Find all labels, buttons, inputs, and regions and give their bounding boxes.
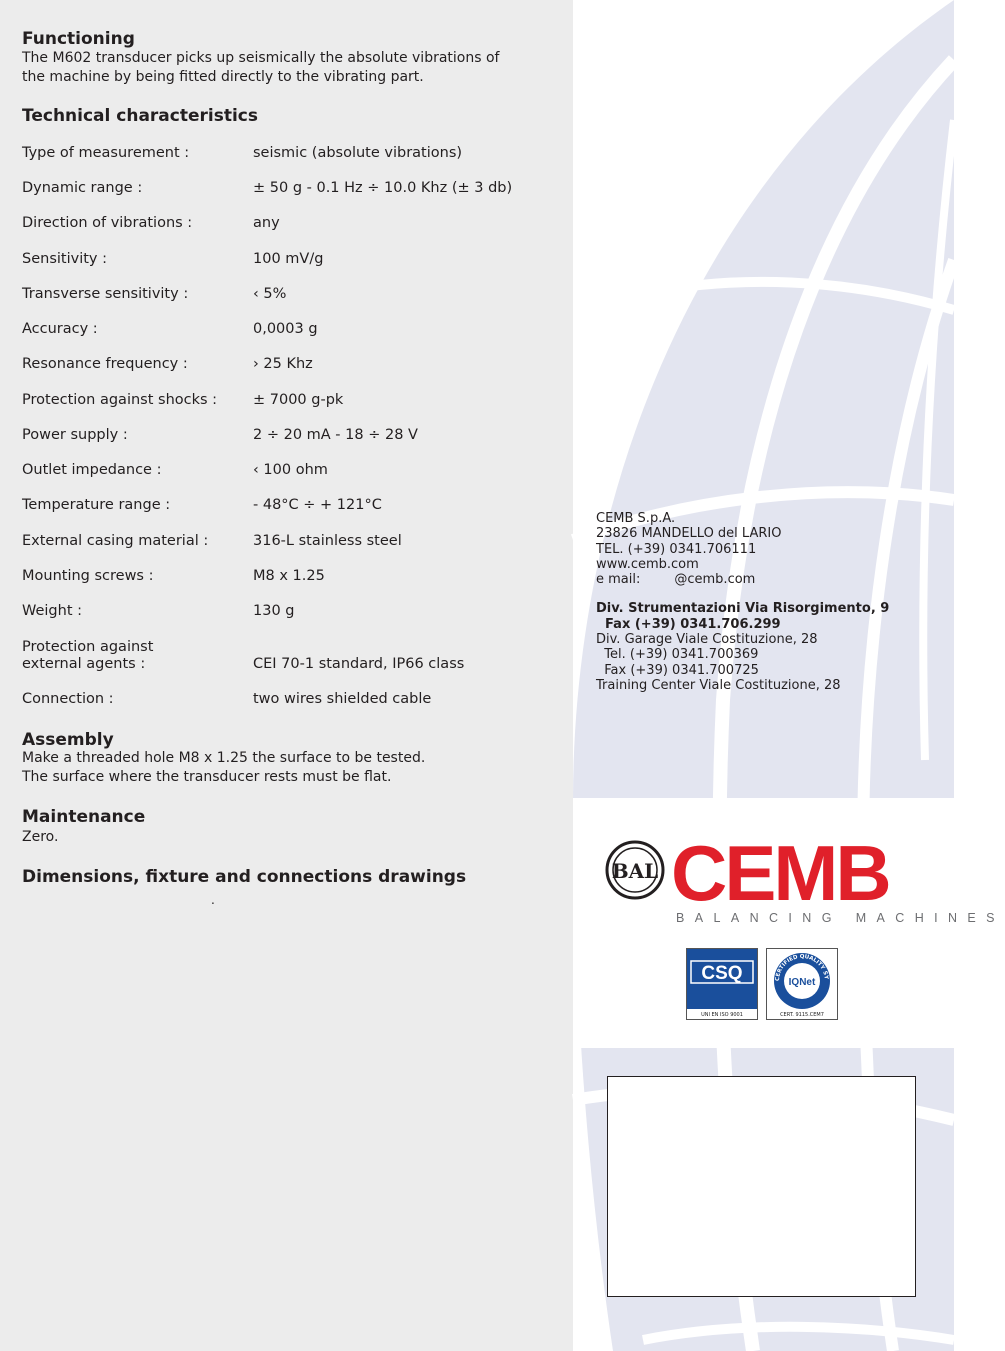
spec-row <box>22 462 562 479</box>
assembly-line: Make a threaded hole M8 x 1.25 the surface to be tested. <box>22 750 426 766</box>
division-garage-fax: Fax (+39) 0341.700725 <box>596 662 759 678</box>
spec-row <box>22 392 562 409</box>
assembly-heading: Assembly <box>22 730 114 750</box>
spec-label: Temperature range : <box>22 497 171 513</box>
svg-text:BAL: BAL <box>611 859 659 883</box>
spec-row <box>22 356 562 373</box>
spec-value: - 48°C ÷ + 121°C <box>253 497 382 513</box>
functioning-line: The M602 transducer picks up seismically the absolute vibrations of <box>22 50 500 66</box>
functioning-line: the machine by being fitted directly to the vibrating part. <box>22 69 424 85</box>
drawing-placeholder-dot: . <box>211 893 215 907</box>
company-web-link[interactable]: www.cemb.com <box>596 556 699 572</box>
iqnet-logo-icon <box>767 949 837 1011</box>
spec-label: Direction of vibrations : <box>22 215 193 231</box>
spec-value: CEI 70-1 standard, IP66 class <box>253 656 465 672</box>
cemb-logo: CEMB <box>671 829 889 917</box>
functioning-heading: Functioning <box>22 29 135 49</box>
spec-value: any <box>253 215 280 231</box>
dealer-stamp-box <box>607 1076 916 1297</box>
spec-row <box>22 568 562 585</box>
spec-label: Power supply : <box>22 427 128 443</box>
spec-label: Resonance frequency : <box>22 356 188 372</box>
spec-value: 2 ÷ 20 mA - 18 ÷ 28 V <box>253 427 418 443</box>
spec-label: Mounting screws : <box>22 568 154 584</box>
spec-value: 316-L stainless steel <box>253 533 402 549</box>
email-label: e mail: <box>596 572 641 588</box>
svg-text:IQNet: IQNet <box>788 977 816 988</box>
csq-caption: UNI EN ISO 9001 <box>701 1012 743 1018</box>
spec-label: External casing material : <box>22 533 209 549</box>
spec-row <box>22 215 562 232</box>
company-address: 23826 MANDELLO del LARIO <box>596 526 782 542</box>
spec-label: Protection against external agents : <box>22 639 154 672</box>
spec-value: 130 g <box>253 603 295 619</box>
training-center: Training Center Viale Costituzione, 28 <box>596 677 841 693</box>
csq-logo-icon <box>687 949 757 1009</box>
spec-label: Accuracy : <box>22 321 98 337</box>
spec-value: 0,0003 g <box>253 321 318 337</box>
spec-label: Weight : <box>22 603 83 619</box>
iqnet-certification-badge <box>766 948 838 1020</box>
spec-row <box>22 286 562 303</box>
spec-label: Transverse sensitivity : <box>22 286 189 302</box>
spec-label: Outlet impedance : <box>22 462 162 478</box>
spec-row <box>22 145 562 162</box>
spec-value: ‹ 100 ohm <box>253 462 328 478</box>
spec-row <box>22 639 562 673</box>
spec-label: Connection : <box>22 691 114 707</box>
spec-label: Protection against shocks : <box>22 392 218 408</box>
spec-value: ‹ 5% <box>253 286 287 302</box>
spec-label: Type of measurement : <box>22 145 190 161</box>
spec-row <box>22 180 562 197</box>
spec-label: Dynamic range : <box>22 180 143 196</box>
spec-value: ± 7000 g-pk <box>253 392 344 408</box>
svg-text:CSQ: CSQ <box>701 963 743 984</box>
company-tel: TEL. (+39) 0341.706111 <box>596 541 757 557</box>
bal-emblem-icon <box>605 840 665 900</box>
spec-row <box>22 497 562 514</box>
technical-heading: Technical characteristics <box>22 106 258 126</box>
spec-row <box>22 603 562 620</box>
division-garage-tel: Tel. (+39) 0341.700369 <box>596 647 759 663</box>
iqnet-caption: CERT. 9115.CEM7 <box>780 1012 824 1018</box>
email-value[interactable]: @cemb.com <box>674 572 756 588</box>
svg-text:CERTIFIED QUALITY SYSTEM: CERTIFIED QUALITY SY <box>774 953 829 982</box>
spec-value: seismic (absolute vibrations) <box>253 145 463 161</box>
spec-row <box>22 427 562 444</box>
spec-value: ± 50 g - 0.1 Hz ÷ 10.0 Khz (± 3 db) <box>253 180 513 196</box>
spec-row <box>22 533 562 550</box>
spec-row <box>22 691 562 708</box>
spec-value: two wires shielded cable <box>253 691 432 707</box>
maintenance-heading: Maintenance <box>22 807 146 827</box>
brand-tagline: BALANCING MACHINES <box>676 911 1005 925</box>
contact-block <box>596 511 889 693</box>
division-strumentazioni-fax: Fax (+39) 0341.706.299 <box>596 616 781 632</box>
spec-value: 100 mV/g <box>253 251 324 267</box>
spec-label: Sensitivity : <box>22 251 107 267</box>
maintenance-text: Zero. <box>22 829 59 845</box>
spec-row <box>22 321 562 338</box>
drawings-heading: Dimensions, fixture and connections drawings <box>22 867 467 887</box>
spec-value: M8 x 1.25 <box>253 568 325 584</box>
spec-row <box>22 251 562 268</box>
division-garage: Div. Garage Viale Costituzione, 28 <box>596 632 818 648</box>
division-strumentazioni: Div. Strumentazioni Via Risorgimento, 9 <box>596 601 890 617</box>
company-name: CEMB S.p.A. <box>596 511 676 526</box>
company-email-row <box>596 572 889 587</box>
spec-value: › 25 Khz <box>253 356 313 372</box>
assembly-line: The surface where the transducer rests must be flat. <box>22 769 392 785</box>
csq-certification-badge <box>686 948 758 1020</box>
